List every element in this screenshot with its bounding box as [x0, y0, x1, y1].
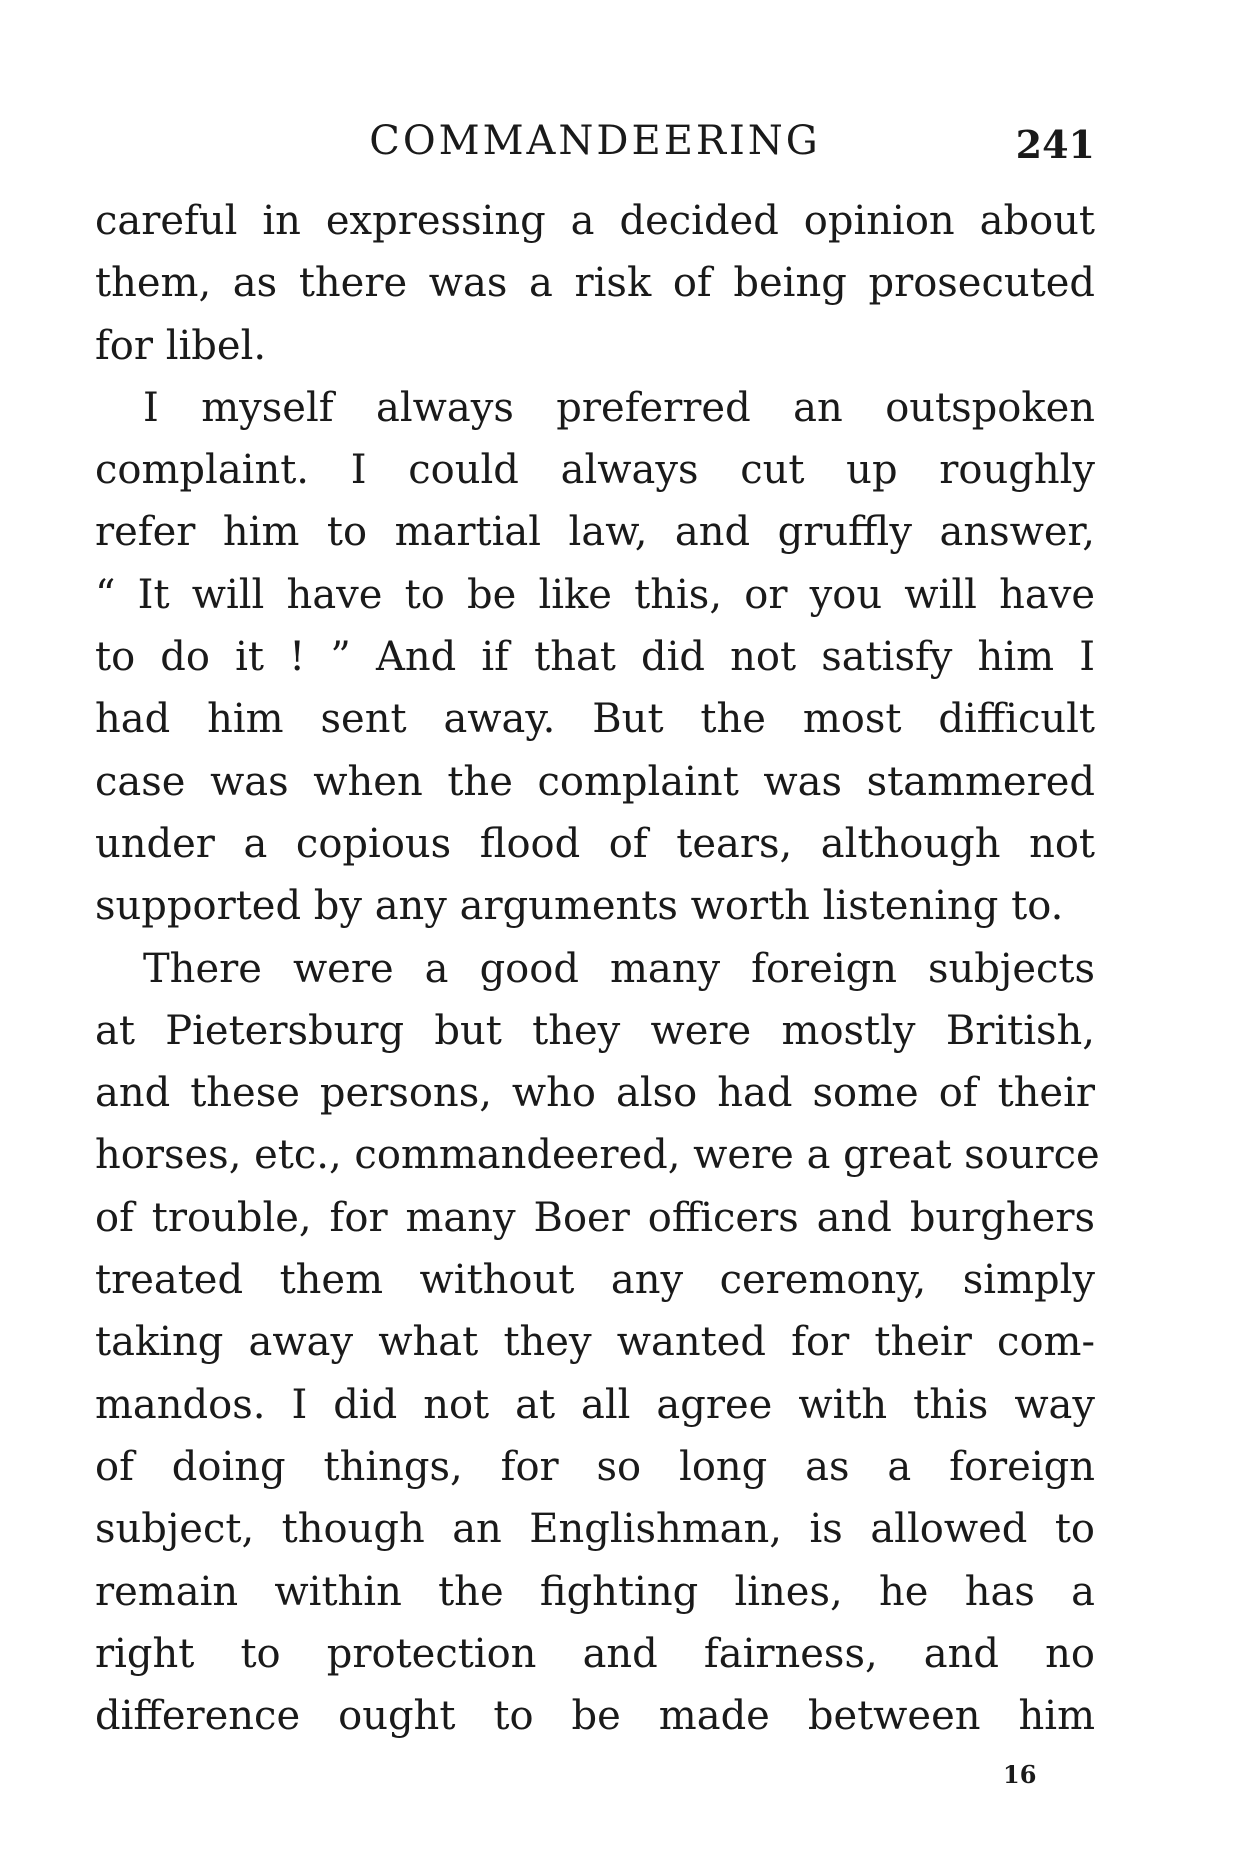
text-line: refer him to martial law, and gruffly answer,	[95, 509, 1095, 556]
text-line: right to protection and fairness, and no	[95, 1630, 1095, 1677]
text-line: had him sent away. But the most difficult	[95, 696, 1095, 743]
text-line: complaint. I could always cut up roughly	[95, 447, 1095, 494]
text-line: There were a good many foreign subjects	[143, 945, 1095, 992]
text-line: “ It will have to be like this, or you will have	[95, 571, 1095, 618]
text-line: of trouble, for many Boer officers and burghers	[95, 1194, 1095, 1241]
running-title: COMMANDEERING	[369, 118, 821, 164]
text-line: supported by any arguments worth listening to.	[95, 883, 1064, 930]
text-line: and these persons, who also had some of their	[95, 1070, 1095, 1117]
text-line: case was when the complaint was stammered	[95, 758, 1095, 805]
text-line: under a copious flood of tears, although not	[95, 820, 1095, 867]
text-line: mandos. I did not at all agree with this way	[95, 1381, 1095, 1428]
running-head	[95, 118, 1095, 168]
text-line: treated them without any ceremony, simply	[95, 1257, 1095, 1304]
text-line: subject, though an Englishman, is allowed to	[95, 1506, 1095, 1553]
text-line: of doing things, for so long as a foreign	[95, 1443, 1095, 1490]
text-line: careful in expressing a decided opinion about	[95, 198, 1095, 244]
text-line: remain within the fighting lines, he has a	[95, 1568, 1095, 1615]
text-line: at Pietersburg but they were mostly British,	[95, 1007, 1095, 1054]
signature-mark: 16	[1003, 1760, 1037, 1789]
text-line: for libel.	[95, 322, 267, 369]
page-number: 241	[1015, 122, 1095, 167]
text-line: them, as there was a risk of being prosecuted	[95, 260, 1095, 307]
text-line: difference ought to be made between him	[95, 1693, 1095, 1740]
body-text	[95, 190, 1100, 1747]
text-line: to do it ! ” And if that did not satisfy him I	[95, 634, 1095, 681]
text-line: horses, etc., commandeered, were a great source	[95, 1132, 1100, 1179]
text-line: I myself always preferred an outspoken	[143, 384, 1095, 431]
text-line: taking away what they wanted for their com-	[95, 1319, 1095, 1366]
